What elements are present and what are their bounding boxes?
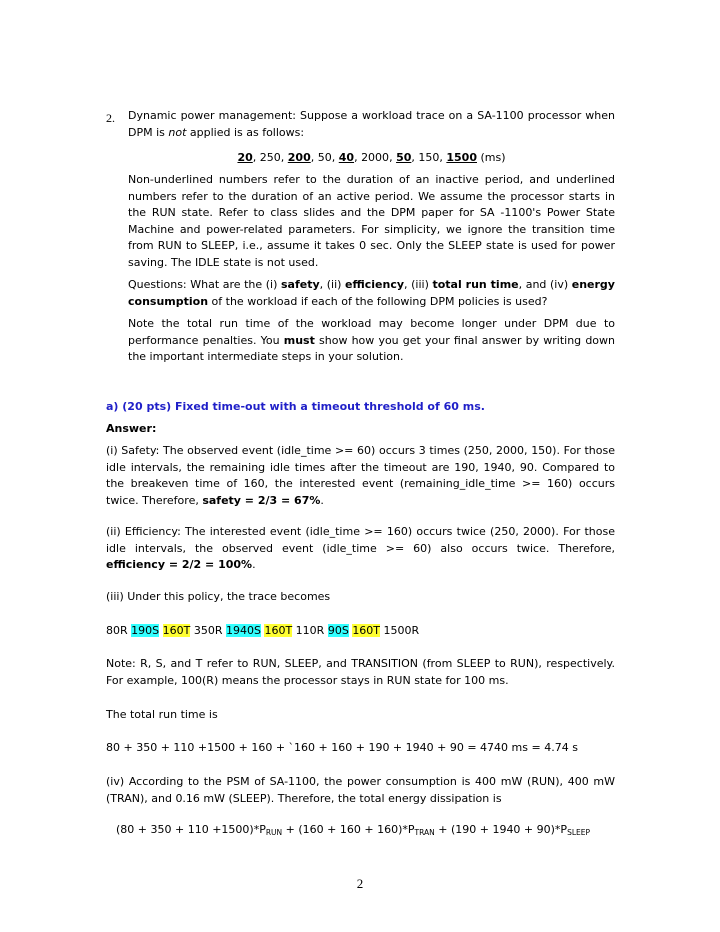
term-efficiency: efficiency: [345, 278, 405, 291]
questions-text: , (iii): [404, 278, 433, 291]
trace-idle-1: 250: [259, 151, 281, 164]
safety-end: .: [320, 493, 324, 507]
new-trace-transition: 160T: [352, 624, 381, 637]
note-paragraph: [128, 316, 615, 366]
term-total-run-time: total run time: [432, 278, 519, 291]
formula-part: + (190 + 1940 + 90)*P: [434, 823, 568, 836]
new-trace-run: 1500R: [380, 624, 420, 637]
total-intro: The total run time is: [106, 708, 218, 721]
question-number: 2.: [106, 111, 115, 125]
trace-sep: ,: [252, 151, 260, 164]
safety-text: (i) Safety: The observed event (idle_time >= 60) occurs 3 times (250, 2000, 150). For those idle intervals, the remaining idle times after the timeout are 190, 1940, 90. Compared to the breakeven time of 160, the interested event (remaining_idle_time >= 160) occurs twice. Therefore,: [106, 444, 615, 507]
term-energy: energy consumption: [128, 278, 615, 308]
intro-text-end: applied is as follows:: [186, 125, 305, 139]
new-trace-sleep: 90S: [327, 624, 349, 637]
questions-text: of the workload if each of the following DPM policies is used?: [208, 294, 548, 308]
trace-unit: (ms): [477, 151, 506, 164]
description-text: Non-underlined numbers refer to the duration of an inactive period, and underlined numbers refer to the duration of an active period. We assume the processor starts in the RUN state. Refer to class slides and the DPM paper for SA -1100's Power State Machine and power-related parameters. For simplicity, we ignore the transition time from RUN to SLEEP, i.e., assume it takes 0 sec. Only the SLEEP state is used for power saving. The IDLE state is not used.: [128, 173, 615, 269]
new-trace-sleep: 1940S: [225, 624, 261, 637]
trace-idle-2: 50: [317, 151, 332, 164]
safety-answer: [106, 443, 615, 509]
formula-sub-run: RUN: [265, 828, 283, 837]
run-time-intro: (iii) Under this policy, the trace becomes: [106, 590, 331, 603]
efficiency-text: (ii) Efficiency: The interested event (idle_time >= 160) occurs twice (250, 2000). For those idle intervals, the observed event (idle_time >= 60) also occurs twice. Therefore,: [106, 525, 615, 555]
intro-not: not: [168, 125, 187, 139]
formula-sub-tran: TRAN: [414, 828, 435, 837]
trace-active-3: 40: [338, 151, 355, 164]
new-trace-transition: 160T: [162, 624, 191, 637]
new-trace-run: 350R: [190, 624, 226, 637]
trace-idle-4: 150: [418, 151, 440, 164]
trace-sep: ,: [411, 151, 419, 164]
questions-text: Questions: What are the (i): [128, 278, 281, 291]
page-number: 2: [356, 876, 364, 891]
efficiency-end: .: [252, 558, 256, 571]
part-a-heading: a) (20 pts) Fixed time-out with a timeout threshold of 60 ms.: [106, 400, 485, 413]
questions-paragraph: [128, 277, 615, 310]
new-trace-sleep: 190S: [131, 624, 160, 637]
new-trace-run: 80R: [106, 624, 132, 637]
trace-active-1: 20: [237, 151, 253, 164]
term-safety: safety: [280, 278, 320, 291]
intro-text: Dynamic power management: Suppose a workload trace on a SA-1100 processor when DPM is: [128, 109, 615, 139]
trace-sep: ,: [310, 151, 318, 164]
state-note-text: Note: R, S, and T refer to RUN, SLEEP, and TRANSITION (from SLEEP to RUN), respectively. For example, 100(R) means the processor stays in RUN state for 100 ms.: [106, 657, 615, 687]
trace-active-2: 200: [287, 151, 311, 164]
term-must: must: [283, 333, 315, 347]
formula-sub-sleep: SLEEP: [567, 828, 591, 837]
energy-formula: [116, 822, 590, 841]
trace-sep: ,: [439, 151, 447, 164]
trace-sep: ,: [389, 151, 397, 164]
safety-result: safety = 2/3 = 67%: [202, 493, 321, 507]
workload-trace: [128, 150, 615, 167]
answer-label: Answer:: [106, 422, 157, 435]
questions-text: , (ii): [319, 278, 346, 291]
trace-active-5: 1500: [446, 151, 477, 164]
efficiency-answer: [106, 524, 615, 574]
note-text: Note the total run time of the workload may become longer under DPM due to performance penalties. You: [128, 317, 615, 347]
new-trace-transition: 160T: [264, 624, 293, 637]
question-intro: [128, 108, 615, 141]
trace-active-4: 50: [396, 151, 412, 164]
state-note: [106, 656, 615, 689]
note-text: show how you get your final answer by writing down the important intermediate steps in your solution.: [128, 333, 615, 363]
energy-answer: [106, 774, 615, 807]
questions-text: , and (iv): [518, 278, 572, 291]
trace-sep: ,: [354, 151, 362, 164]
trace-sep: ,: [331, 151, 339, 164]
total-calc: 80 + 350 + 110 +1500 + 160 + `160 + 160 + 190 + 1940 + 90 = 4740 ms = 4.74 s: [106, 741, 578, 754]
formula-part: + (160 + 160 + 160)*P: [282, 823, 415, 836]
efficiency-result: efficiency = 2/2 = 100%: [106, 558, 253, 571]
energy-text: (iv) According to the PSM of SA-1100, the power consumption is 400 mW (RUN), 400 mW (TRAN), and 0.16 mW (SLEEP). Therefore, the total energy dissipation is: [106, 775, 615, 805]
trace-sep: ,: [280, 151, 288, 164]
trace-idle-3: 2000: [361, 151, 390, 164]
new-trace-run: 110R: [292, 624, 328, 637]
description-paragraph: [128, 172, 615, 271]
formula-part: (80 + 350 + 110 +1500)*P: [116, 823, 266, 836]
new-trace: [106, 623, 615, 640]
